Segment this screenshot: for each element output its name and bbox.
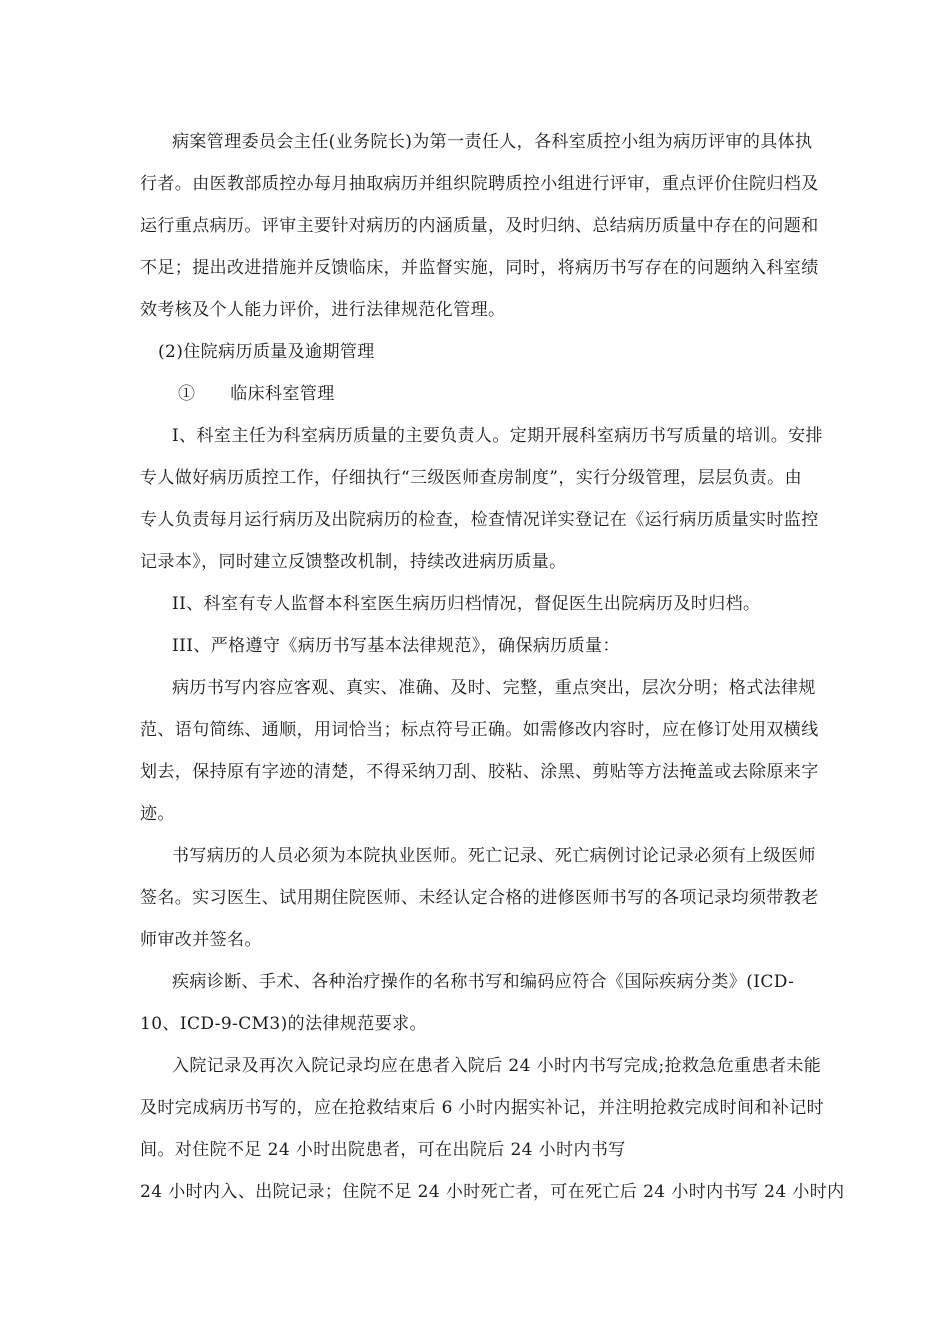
text-line: 范、语句简练、通顺，用词恰当；标点符号正确。如需修改内容时，应在修订处用双横线 xyxy=(140,720,819,740)
text-line: 行者。由医教部质控办每月抽取病历并组织院聘质控小组进行评审，重点评价住院归档及 xyxy=(140,174,819,194)
text-line: 入院记录及再次入院记录均应在患者入院后 24 小时内书写完成;抢救急危重患者未能 xyxy=(172,1056,822,1076)
text-line: I、科室主任为科室病历质量的主要负责人。定期开展科室病历书写质量的培训。安排 xyxy=(172,426,823,446)
text-line: III、严格遵守《病历书写基本法律规范》，确保病历质量： xyxy=(172,636,620,656)
text-line: 10、ICD-9-CM3)的法律规范要求。 xyxy=(140,1014,427,1034)
text-line: 运行重点病历。评审主要针对病历的内涵质量，及时归纳、总结病历质量中存在的问题和 xyxy=(140,216,819,236)
text-line: 病历书写内容应客观、真实、准确、及时、完整，重点突出，层次分明；格式法律规 xyxy=(172,678,816,698)
text-line: 专人做好病历质控工作，仔细执行“三级医师查房制度”，实行分级管理，层层负责。由 xyxy=(140,468,802,488)
text-line: 迹。 xyxy=(140,804,175,824)
text-line: 间。对住院不足 24 小时出院患者，可在出院后 24 小时内书写 xyxy=(140,1140,626,1160)
text-line: 不足；提出改进措施并反馈临床，并监督实施，同时，将病历书写存在的问题纳入科室绩 xyxy=(140,258,819,278)
text-line: 疾病诊断、手术、各种治疗操作的名称书写和编码应符合《国际疾病分类》(ICD- xyxy=(172,972,795,992)
text-line: 划去，保持原有字迹的清楚，不得采纳刀刮、胶粘、涂黑、剪贴等方法掩盖或去除原来字 xyxy=(140,762,819,782)
text-line: 签名。实习医生、试用期住院医师、未经认定合格的进修医师书写的各项记录均须带教老 xyxy=(140,888,819,908)
text-line: 专人负责每月运行病历及出院病历的检查，检查情况详实登记在《运行病历质量实时监控 xyxy=(140,510,819,530)
section-heading: (2)住院病历质量及逾期管理 xyxy=(158,342,375,362)
subsection-heading: ① 临床科室管理 xyxy=(178,384,335,404)
text-line: 效考核及个人能力评价，进行法律规范化管理。 xyxy=(140,300,506,320)
text-line: 病案管理委员会主任(业务院长)为第一责任人，各科室质控小组为病历评审的具体执 xyxy=(172,132,813,152)
text-line: 记录本》，同时建立反馈整改机制，持续改进病历质量。 xyxy=(140,552,567,572)
text-line: 师审改并签名。 xyxy=(140,930,262,950)
text-line: 24 小时内入、出院记录；住院不足 24 小时死亡者，可在死亡后 24 小时内书写 24 小时内 xyxy=(140,1182,845,1202)
text-line: 及时完成病历书写的，应在抢救结束后 6 小时内据实补记，并注明抢救完成时间和补记时 xyxy=(140,1098,825,1118)
text-line: 书写病历的人员必须为本院执业医师。死亡记录、死亡病例讨论记录必须有上级医师 xyxy=(172,846,816,866)
text-line: II、科室有专人监督本科室医生病历归档情况，督促医生出院病历及时归档。 xyxy=(172,594,761,614)
